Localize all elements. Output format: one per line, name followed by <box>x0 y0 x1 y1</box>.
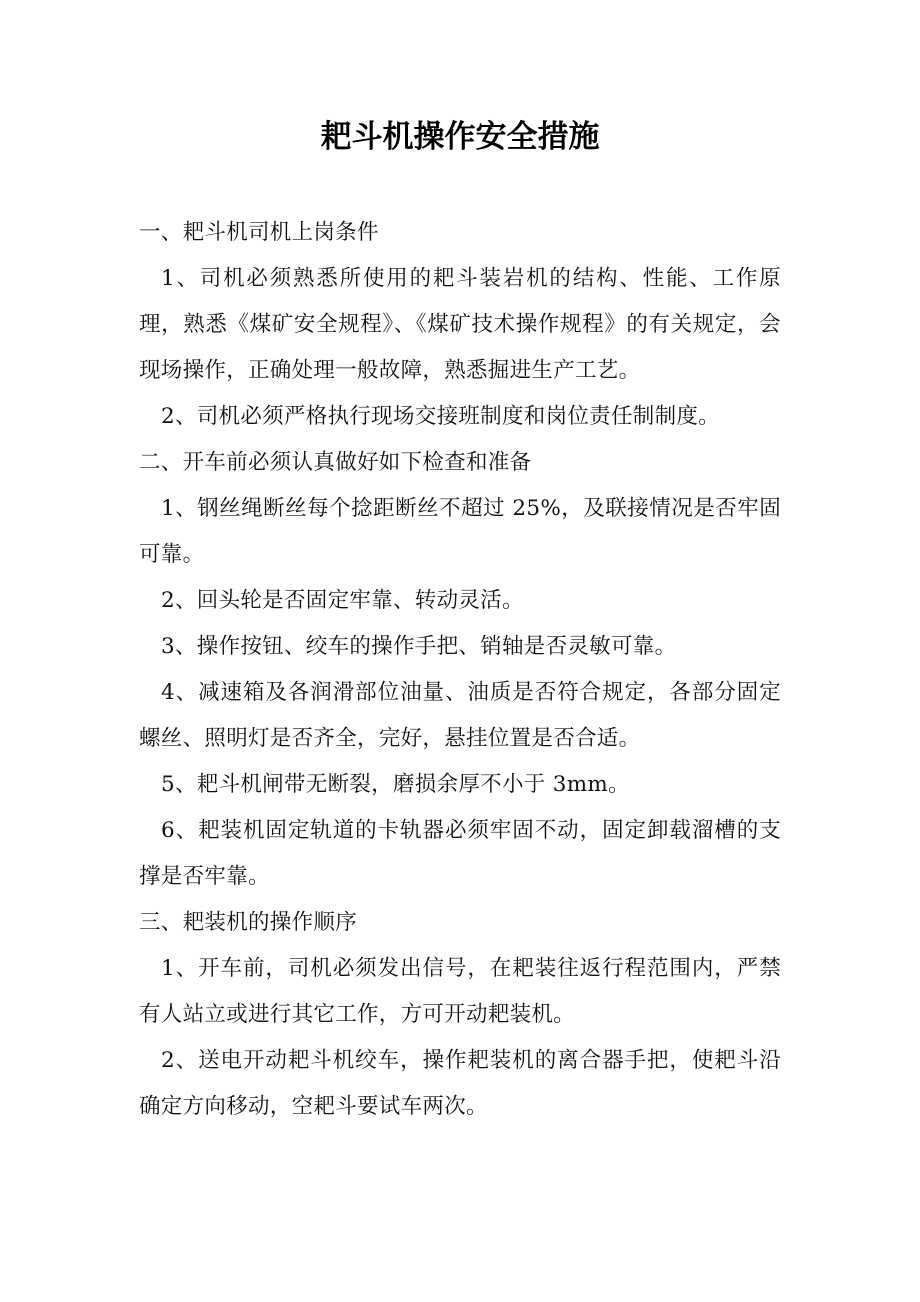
section-heading-3: 三、耙装机的操作顺序 <box>139 910 358 935</box>
list-item: 3、操作按钮、绞车的操作手把、销轴是否灵敏可靠。 <box>161 634 677 659</box>
list-item: 2、送电开动耙斗机绞车，操作耙装机的离合器手把，使耙斗沿确定方向移动，空耙斗要试车两次。 <box>139 1048 781 1119</box>
list-item: 6、耙装机固定轨道的卡轨器必须牢固不动，固定卸载溜槽的支撑是否牢靠。 <box>139 818 781 889</box>
list-item: 1、开车前，司机必须发出信号，在耙装往返行程范围内，严禁有人站立或进行其它工作，方可开动耙装机。 <box>139 956 781 1027</box>
list-item: 1、司机必须熟悉所使用的耙斗装岩机的结构、性能、工作原理，熟悉《煤矿安全规程》、《煤矿技术操作规程》的有关规定，会现场操作，正确处理一般故障，熟悉掘进生产工艺。 <box>139 266 781 383</box>
document-body <box>139 210 781 1130</box>
list-item: 2、回头轮是否固定牢靠、转动灵活。 <box>161 588 524 613</box>
list-item: 1、钢丝绳断丝每个捻距断丝不超过 25%，及联接情况是否牢固可靠。 <box>139 496 781 567</box>
page-title: 耙斗机操作安全措施 <box>320 119 600 155</box>
list-item: 5、耙斗机闸带无断裂，磨损余厚不小于 3mm。 <box>161 772 630 797</box>
list-item: 4、减速箱及各润滑部位油量、油质是否符合规定，各部分固定螺丝、照明灯是否齐全，完好，悬挂位置是否合适。 <box>139 680 781 751</box>
section-heading-2: 二、开车前必须认真做好如下检查和准备 <box>139 450 532 475</box>
section-heading-1: 一、耙斗机司机上岗条件 <box>139 220 379 245</box>
list-item: 2、司机必须严格执行现场交接班制度和岗位责任制制度。 <box>161 404 720 429</box>
